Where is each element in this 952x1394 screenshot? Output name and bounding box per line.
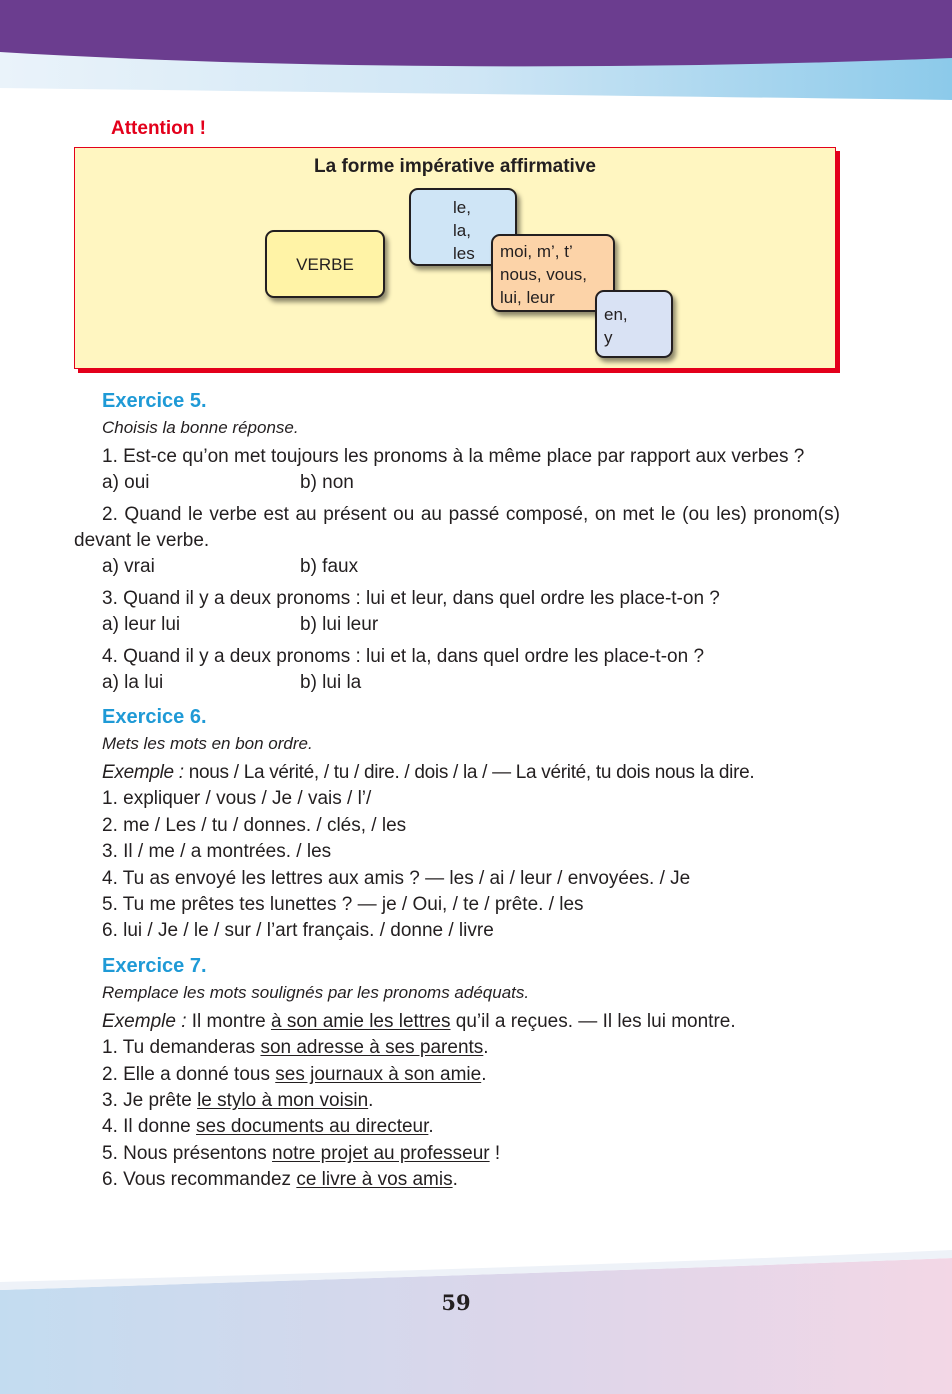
pronoun-text: les	[453, 244, 475, 263]
exercise-5-instruction: Choisis la bonne réponse.	[102, 418, 299, 437]
answer-a: a) oui	[102, 472, 150, 493]
underlined-words: ses journaux à son amie	[275, 1063, 482, 1085]
exercise-6-item: 2. me / Les / tu / donnes. / clés, / les	[102, 814, 407, 836]
exercises	[74, 390, 840, 1194]
example-text: nous / La vérité, / tu / dire. / dois / la / — La vérité, tu dois nous la dire.	[183, 762, 755, 783]
attention-label: Attention !	[111, 118, 206, 139]
item-text: .	[428, 1116, 434, 1138]
question-4: 4. Quand il y a deux pronoms : lui et la, dans quel ordre les place-t-on ?	[102, 646, 705, 667]
pronoun-text: en,	[604, 305, 628, 324]
answer-b: b) non	[300, 472, 354, 493]
question-3: 3. Quand il y a deux pronoms : lui et leur, dans quel ordre les place-t-on ?	[102, 588, 720, 609]
answer-a: a) vrai	[102, 556, 155, 577]
item-text: .	[452, 1169, 458, 1191]
pronoun-text: lui, leur	[500, 288, 555, 307]
example-text: qu’il a reçues. — Il les lui montre.	[450, 1010, 736, 1032]
rule-title: La forme impérative affirmative	[314, 156, 596, 177]
pronoun-text: la,	[453, 221, 471, 240]
underlined-words: notre projet au professeur	[272, 1142, 490, 1164]
answer-row-3	[74, 612, 840, 638]
exercise-6-item: 3. Il / me / a montrées. / les	[102, 841, 332, 863]
exercise-6-instruction: Mets les mots en bon ordre.	[102, 734, 313, 753]
exercise-6-item: 1. expliquer / vous / Je / vais / l’/	[102, 788, 372, 810]
pronoun-text: moi, m’, t’	[500, 242, 573, 261]
exercise-7-instruction: Remplace les mots soulignés par les pronoms adéquats.	[102, 982, 530, 1002]
exercise-6-item: 6. lui / Je / le / sur / l’art français. / donne / livre	[102, 920, 494, 942]
exercise-7-item	[74, 1035, 840, 1061]
grammar-rule-box	[74, 147, 836, 369]
answer-b: b) lui la	[300, 672, 362, 693]
exercise-6-item: 5. Tu me prêtes tes lunettes ? — je / Oui, / te / prête. / les	[102, 894, 584, 916]
exercise-7-item	[74, 1062, 840, 1088]
exercise-7-item	[74, 1114, 840, 1140]
pronoun-chip-en-y	[595, 290, 673, 358]
answer-b: b) faux	[300, 556, 359, 577]
example-label: Exemple :	[102, 1010, 187, 1032]
item-text: 4. Il donne	[102, 1116, 197, 1138]
exercise-7-item	[74, 1141, 840, 1167]
exercise-5-title: Exercice 5.	[102, 390, 207, 412]
exercise-6-example	[74, 760, 840, 786]
answer-a: a) la lui	[102, 672, 164, 693]
verbe-label: VERBE	[296, 254, 354, 274]
underlined-words: à son amie les lettres	[270, 1010, 451, 1032]
question-2: 2. Quand le verbe est au présent ou au passé composé, on met le (ou les) pronom(s) devant le verbe.	[74, 504, 840, 551]
example-text: Il montre	[186, 1010, 271, 1032]
answer-row-4	[74, 670, 840, 696]
item-text: 1. Tu demanderas	[102, 1037, 261, 1059]
page-number: 59	[441, 1290, 471, 1315]
footer-band	[0, 1250, 952, 1394]
answer-row-2	[74, 554, 840, 580]
underlined-words: ses documents au directeur	[196, 1116, 429, 1138]
header-band	[0, 0, 952, 100]
verbe-chip	[265, 230, 385, 298]
example-label: Exemple :	[102, 762, 184, 783]
item-text: .	[483, 1037, 489, 1059]
exercise-7-item	[74, 1167, 840, 1193]
answer-row-1	[74, 470, 840, 496]
answer-a: a) leur lui	[102, 614, 181, 635]
pronoun-text: le,	[453, 198, 471, 217]
exercise-6-item: 4. Tu as envoyé les lettres aux amis ? — les / ai / leur / envoyées. / Je	[102, 867, 691, 889]
exercise-7-title: Exercice 7.	[102, 954, 207, 977]
underlined-words: son adresse à ses parents	[260, 1037, 484, 1059]
item-text: 2. Elle a donné tous	[102, 1063, 276, 1085]
item-text: !	[489, 1142, 501, 1164]
underlined-words: le stylo à mon voisin	[197, 1090, 369, 1112]
pronoun-text: nous, vous,	[500, 265, 587, 284]
item-text: 5. Nous présentons	[102, 1142, 273, 1164]
exercise-7-example	[74, 1009, 840, 1035]
pronoun-text: y	[604, 328, 613, 347]
question-1: 1. Est-ce qu’on met toujours les pronoms à la même place par rapport aux verbes ?	[102, 446, 805, 467]
answer-b: b) lui leur	[300, 614, 379, 635]
item-text: 6. Vous recommandez	[102, 1169, 297, 1191]
underlined-words: ce livre à vos amis	[296, 1169, 453, 1191]
item-text: 3. Je prête	[102, 1090, 198, 1112]
item-text: .	[368, 1090, 374, 1112]
item-text: .	[481, 1063, 487, 1085]
exercise-7-item	[74, 1088, 840, 1114]
exercise-6-title: Exercice 6.	[102, 706, 207, 728]
